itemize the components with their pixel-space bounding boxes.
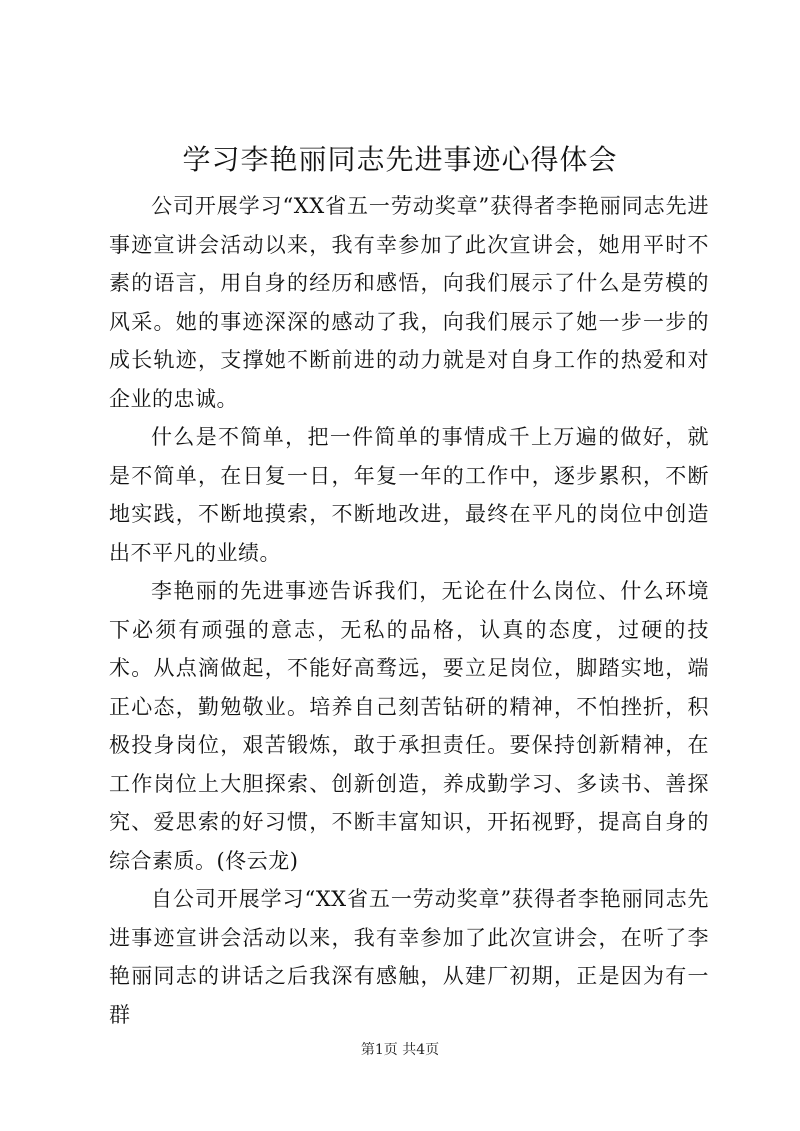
paragraph-3: 李艳丽的先进事迹告诉我们，无论在什么岗位、什么环境下必须有顽强的意志，无私的品格，认真的态度，过硬的技术。从点滴做起，不能好高骛远，要立足岗位，脚踏实地，端正心态，勤勉敬业。培养自己刻苦钻研的精神，不怕挫折，积极投身岗位，艰苦锻炼，敢于承担责任。要保持创新精神，在工作岗位上大胆探索、创新创造，养成勤学习、多读书、善探究、爱思索的好习惯，不断丰富知识，开拓视野，提高自身的综合素质。(佟云龙) bbox=[109, 579, 709, 873]
paragraph-4: 自公司开展学习“XX省五一劳动奖章”获得者李艳丽同志先进事迹宣讲会活动以来，我有幸参加了此次宣讲会，在听了李艳丽同志的讲话之后我深有感触，从建厂初期，正是因为有一群 bbox=[109, 887, 709, 1027]
page-number-footer: 第1页 共4页 bbox=[360, 1042, 440, 1058]
document-title: 学习李艳丽同志先进事迹心得体会 bbox=[182, 143, 618, 176]
document-body bbox=[109, 187, 709, 1034]
paragraph-1: 公司开展学习“XX省五一劳动奖章”获得者李艳丽同志先进事迹宣讲会活动以来，我有幸参加了此次宣讲会，她用平时不素的语言，用自身的经历和感悟，向我们展示了什么是劳模的风采。她的事迹深深的感动了我，向我们展示了她一步一步的成长轨迹，支撑她不断前进的动力就是对自身工作的热爱和对企业的忠诚。 bbox=[109, 194, 709, 411]
paragraph-2: 什么是不简单，把一件简单的事情成千上万遍的做好，就是不简单，在日复一日，年复一年的工作中，逐步累积，不断地实践，不断地摸索，不断地改进，最终在平凡的岗位中创造出不平凡的业绩。 bbox=[109, 425, 709, 565]
